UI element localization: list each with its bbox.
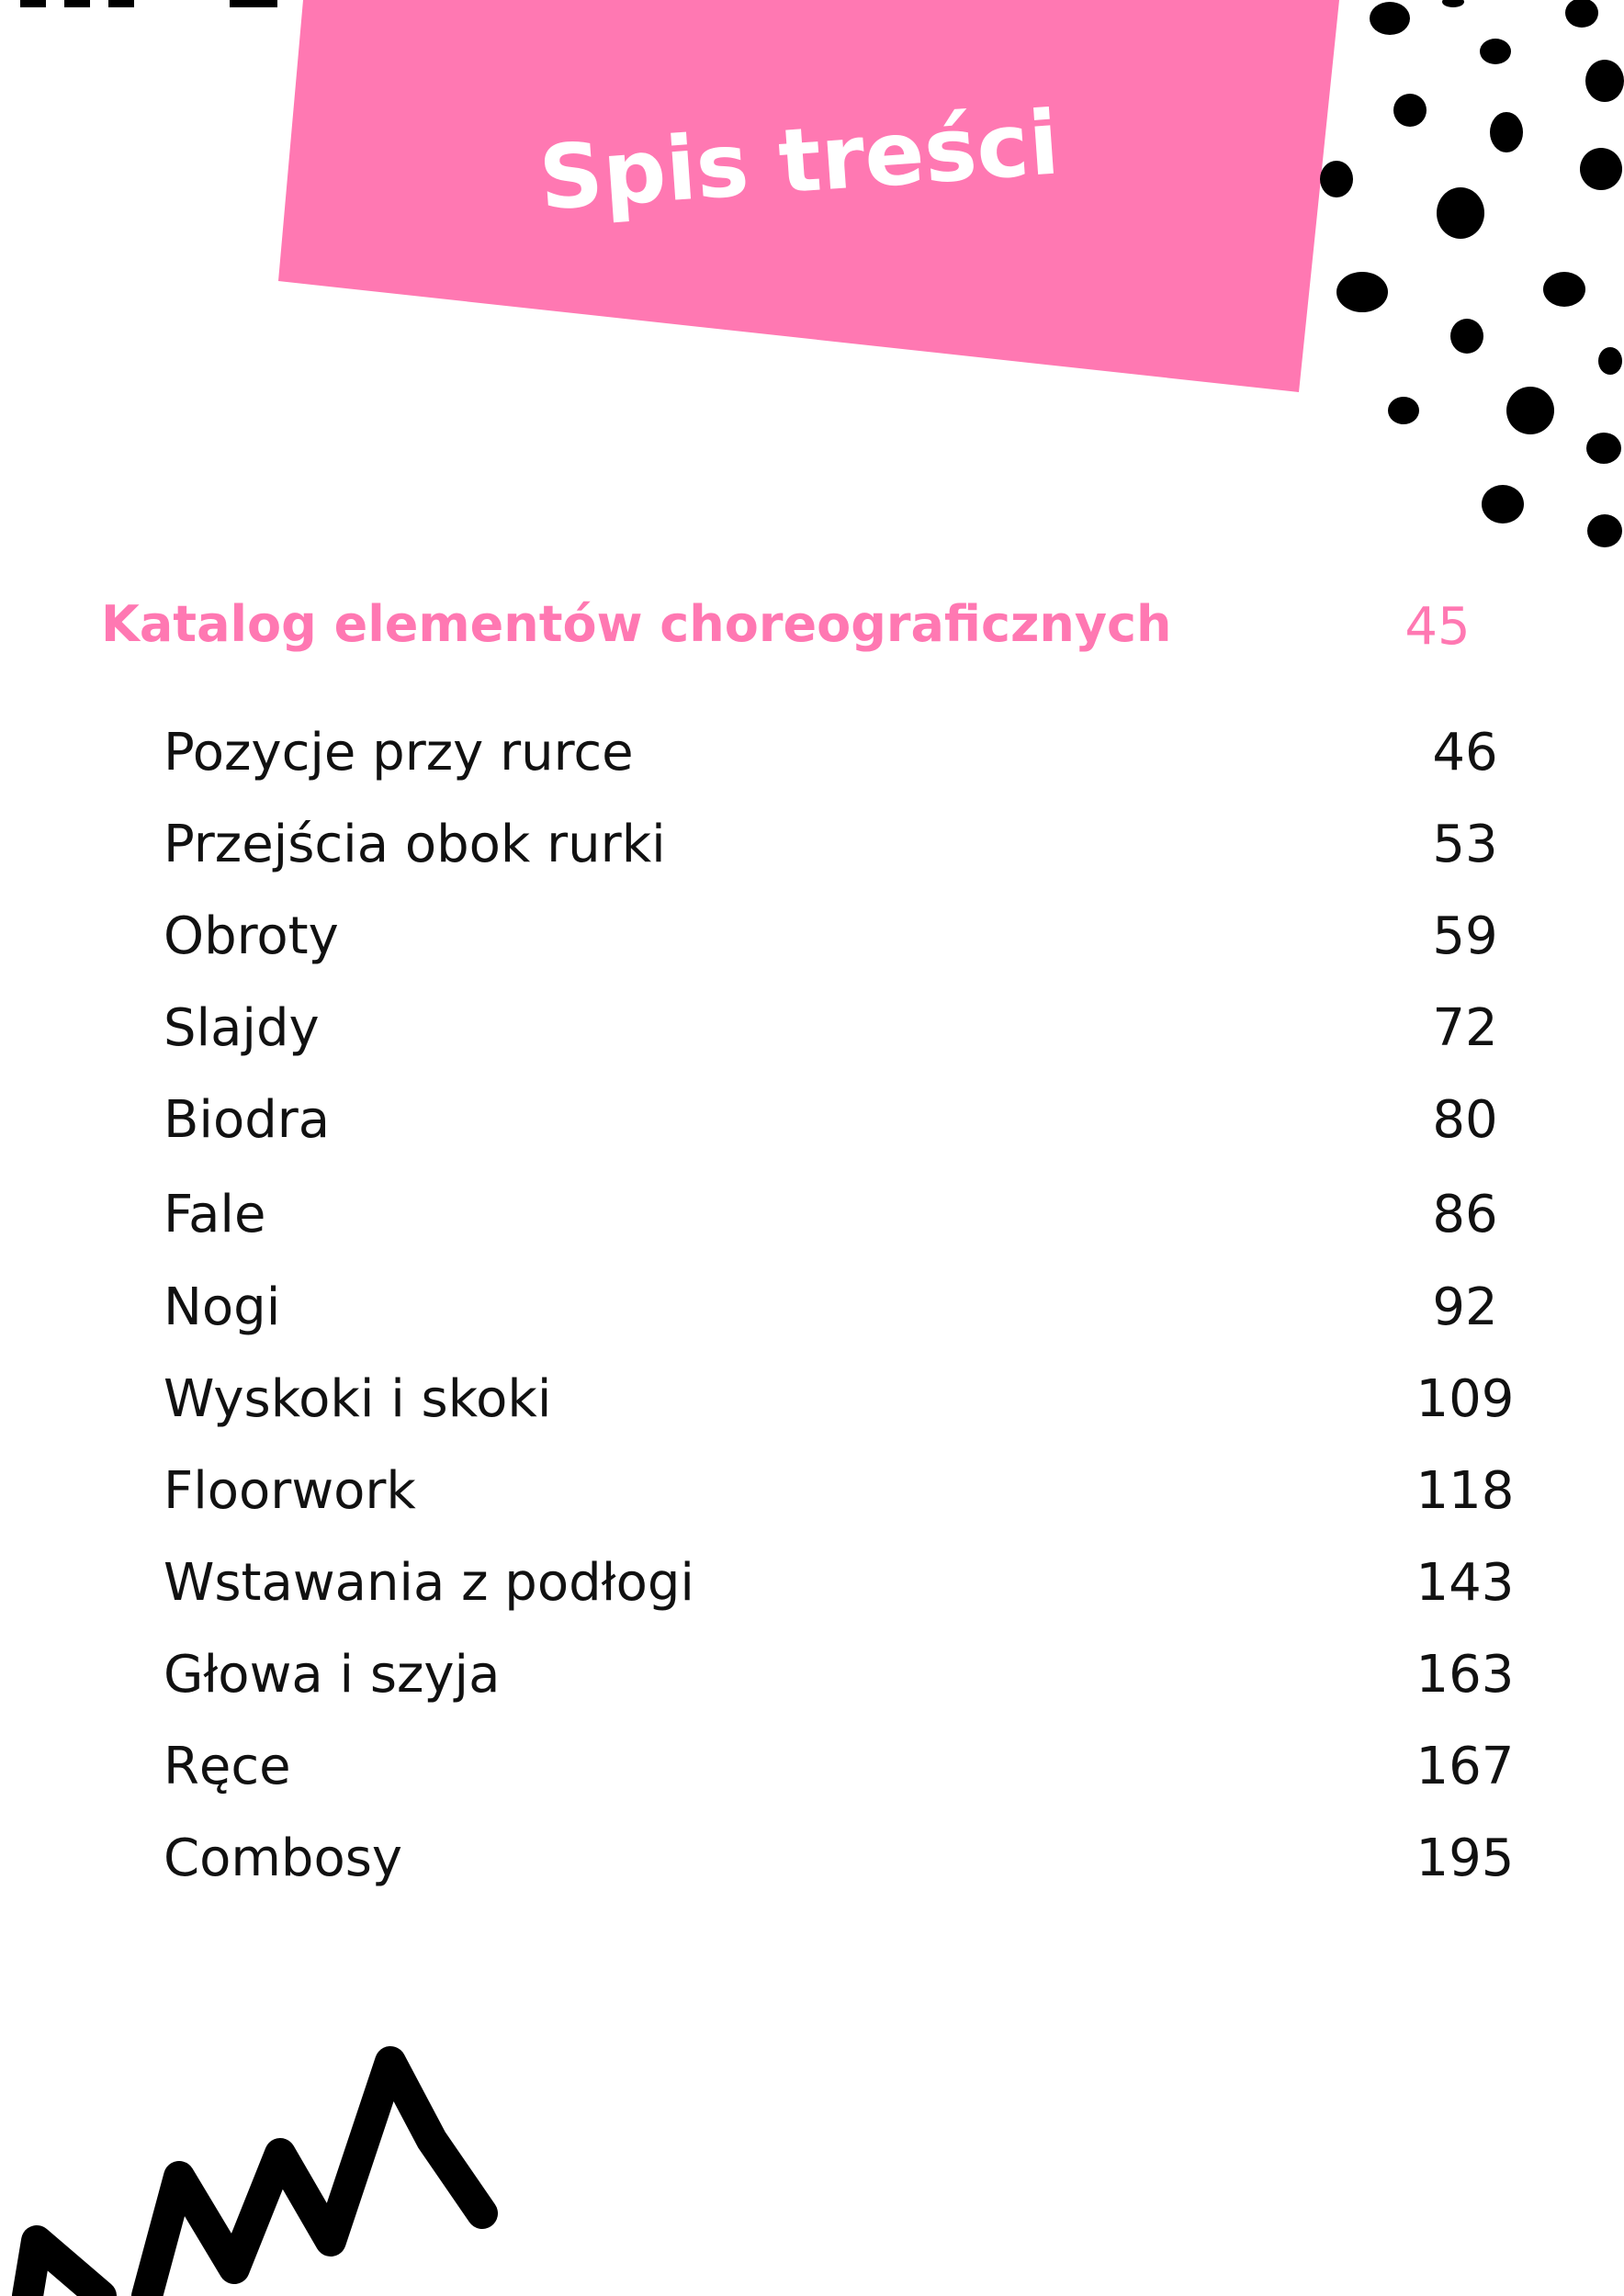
toc-entry-label: Floorwork [164,1461,416,1521]
toc-entry-label: Nogi [164,1277,281,1337]
toc-entry-page: 46 [1432,723,1498,782]
toc-entry-label: Przejścia obok rurki [164,815,666,874]
toc-entry [0,1730,1624,1804]
toc-entry-label: Ręce [164,1737,291,1796]
catalog-heading: Katalog elementów choreograficznych [101,595,1172,653]
toc-entry-page: 118 [1415,1461,1515,1521]
toc-entry-page: 53 [1432,815,1498,874]
toc-entry-page: 109 [1415,1369,1515,1429]
toc-entry-page: 163 [1415,1645,1515,1705]
toc-entry-page: 92 [1432,1277,1498,1337]
toc-entry-label: Obroty [164,906,339,966]
toc-entry-page: 80 [1432,1090,1498,1150]
toc-entry [0,1455,1624,1528]
toc-entry [0,1822,1624,1896]
toc-entry-label: Pozycje przy rurce [164,723,634,782]
toc-entry-page: 86 [1432,1185,1498,1244]
page-title: Spis treści [536,91,1063,231]
toc-entry-label: Wstawania z podłogi [164,1553,694,1613]
toc-entry-label: Slajdy [164,998,320,1058]
toc-entry-page: 195 [1415,1829,1515,1888]
polka-dots [1320,0,1624,547]
toc-entry [0,1271,1624,1345]
toc-entry [0,1084,1624,1157]
toc-entry-page: 167 [1415,1737,1515,1796]
toc-entry [0,1547,1624,1620]
corner-dashes [20,0,277,7]
toc-entry-label: Combosy [164,1829,403,1888]
toc-entry-page: 59 [1432,906,1498,966]
toc-entry-page: 72 [1432,998,1498,1058]
toc-entry [0,1363,1624,1436]
zigzag-scribble [28,2062,482,2296]
toc-entry [0,716,1624,790]
toc-entry-label: Wyskoki i skoki [164,1369,552,1429]
toc-entry-label: Biodra [164,1090,331,1150]
toc-entry-label: Głowa i szyja [164,1645,501,1705]
toc-entry [0,808,1624,882]
toc-entry [0,992,1624,1065]
toc-entry-label: Fale [164,1185,266,1244]
toc-entry [0,900,1624,974]
toc-entry-page: 143 [1415,1553,1515,1613]
catalog-page-number: 45 [1404,597,1471,657]
toc-entry [0,1638,1624,1712]
toc-entry [0,1178,1624,1252]
